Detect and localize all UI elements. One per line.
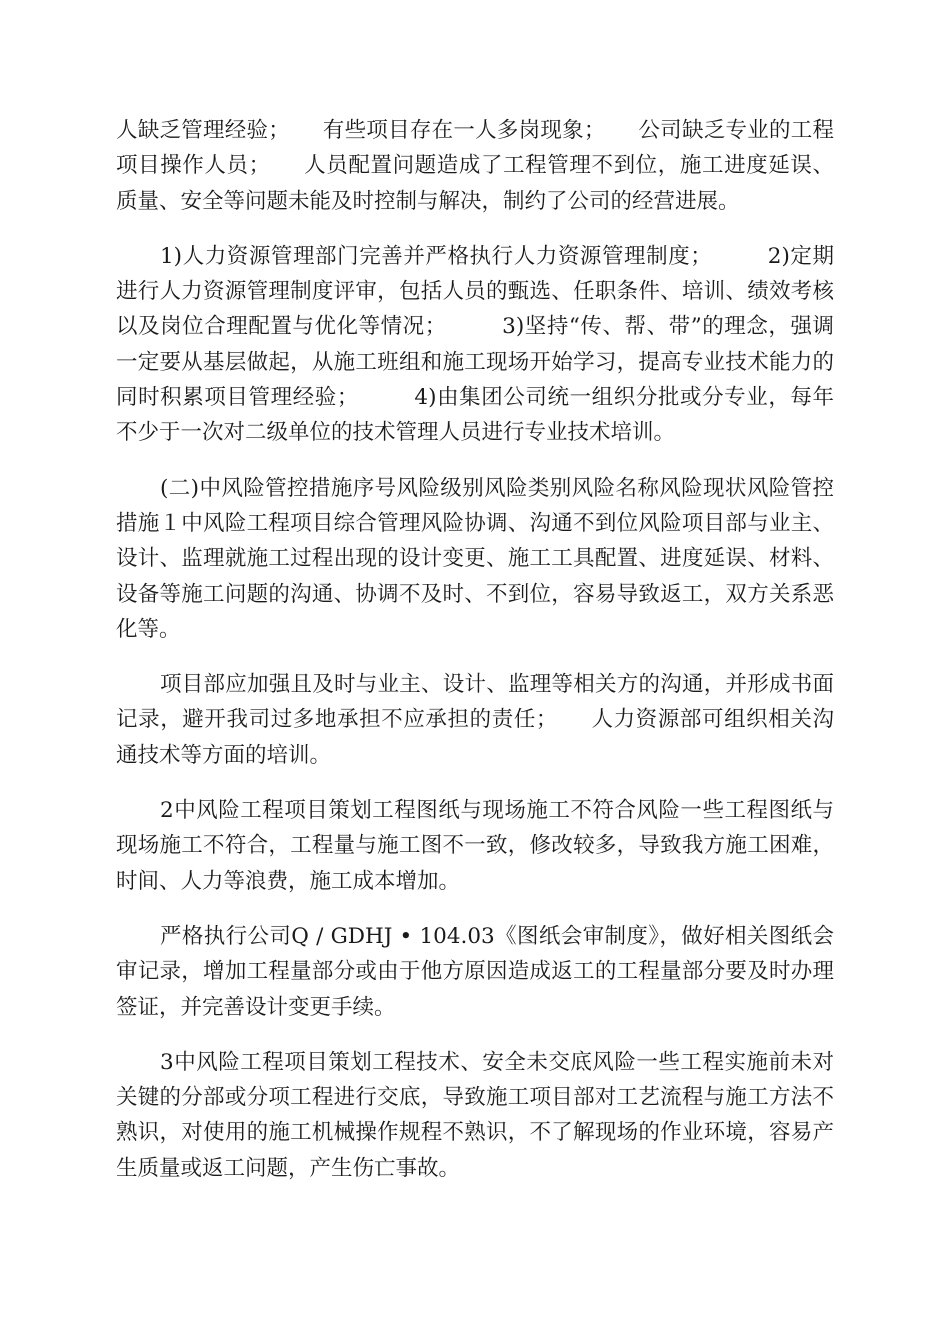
paragraph-hr-measures: 1)人力资源管理部门完善并严格执行人力资源管理制度； 2)定期进行人力资源管理制度评审，包括人员的甄选、任职条件、培训、绩效考核以及岗位合理配置与优化等情况； 3)坚持“传、帮、带”的理念，强调一定要从基层做起，从施工班组和施工现场开始学习，提高专业技术能力的同时积累项目管理经验； 4)由集团公司统一组织分批或分专业，每年不少于一次对二级单位的技术管理人员进行专业技术培训。 [116,243,834,446]
paragraph-medium-risk-coordination: (二)中风险管控措施序号风险级别风险类别风险名称风险现状风险管控措施１中风险工程项目综合管理风险协调、沟通不到位风险项目部与业主、设计、监理就施工过程出现的设计变更、施工工具配置、进度延误、材料、设备等施工问题的沟通、协调不及时、不到位，容易导致返工，双方关系恶化等。 [116,475,834,642]
paragraph-staffing-issues: 人缺乏管理经验； 有些项目存在一人多岗现象； 公司缺乏专业的工程项目操作人员； 人员配置问题造成了工程管理不到位，施工进度延误、质量、安全等问题未能及时控制与解决，制约了公司的经营进展。 [116,118,834,214]
paragraph-drawing-mismatch-risk: 2中风险工程项目策划工程图纸与现场施工不符合风险一些工程图纸与现场施工不符合，工程量与施工图不一致，修改较多，导致我方施工困难，时间、人力等浪费，施工成本增加。 [116,798,834,894]
paragraph-communication-measures: 项目部应加强且及时与业主、设计、监理等相关方的沟通，并形成书面记录，避开我司过多地承担不应承担的责任； 人力资源部可组织相关沟通技术等方面的培训。 [116,672,834,768]
paragraph-technical-briefing-risk: 3中风险工程项目策划工程技术、安全未交底风险一些工程实施前未对关键的分部或分项工程进行交底，导致施工项目部对工艺流程与施工方法不熟识，对使用的施工机械操作规程不熟识，不了解现场的作业环境，容易产生质量或返工问题，产生伤亡事故。 [116,1049,834,1181]
document-body [116,113,834,1206]
paragraph-drawing-review-measures: 严格执行公司Q / GDHJ • 104.03《图纸会审制度》，做好相关图纸会审记录，增加工程量部分或由于他方原因造成返工的工程量部分要及时办理签证，并完善设计变更手续。 [116,923,834,1020]
